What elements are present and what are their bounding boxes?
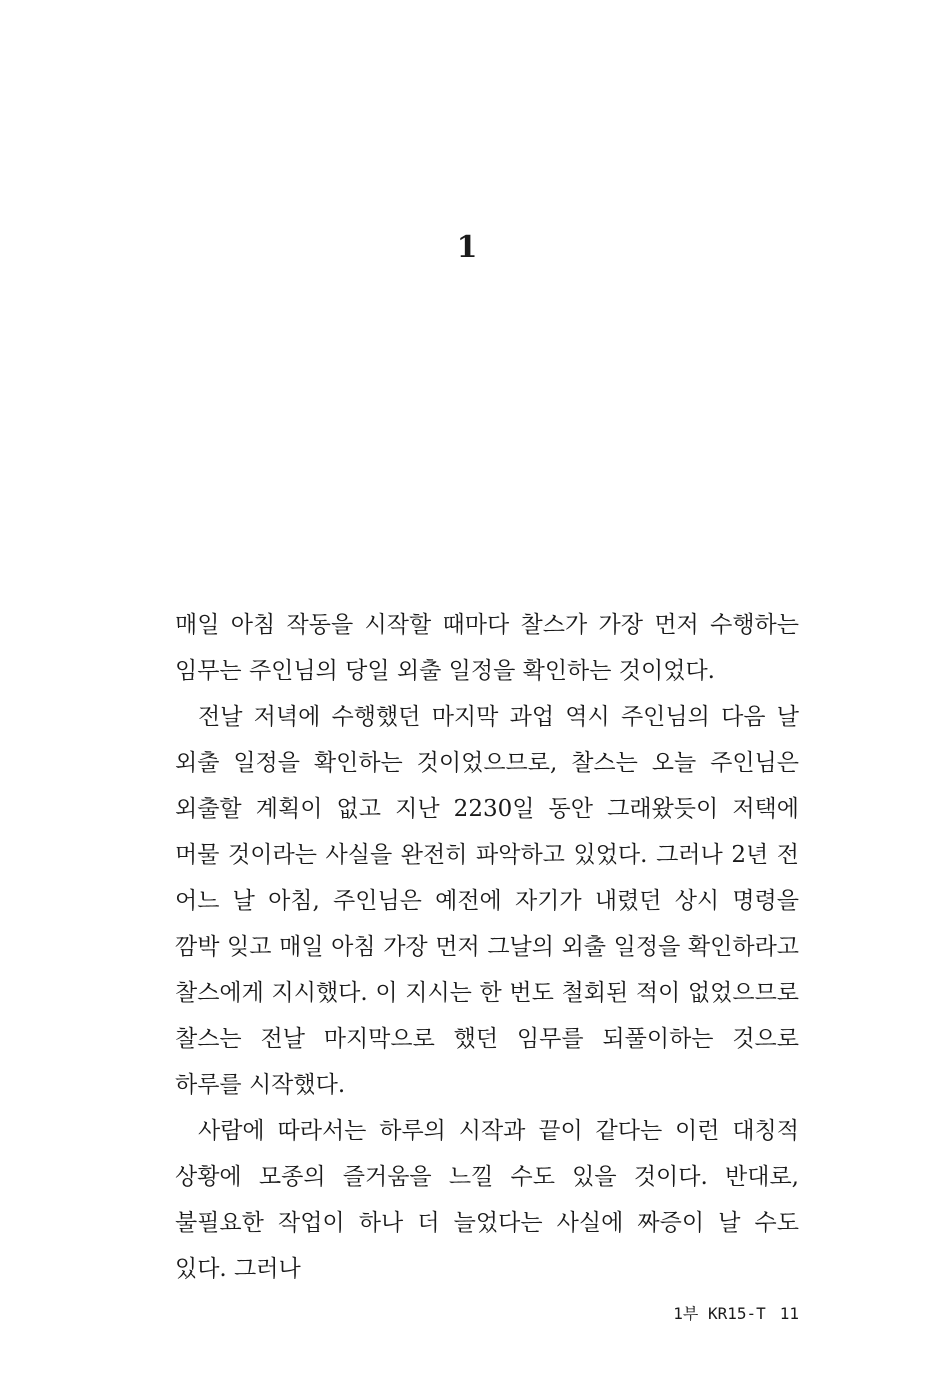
paragraph: 매일 아침 작동을 시작할 때마다 찰스가 가장 먼저 수행하는 임무는 주인님의 당일 외출 일정을 확인하는 것이었다.: [175, 612, 799, 684]
page-number: 11: [779, 1304, 799, 1323]
body-text: [175, 602, 799, 1292]
paragraph: 사람에 따라서는 하루의 시작과 끝이 같다는 이런 대칭적 상황에 모종의 즐거움을 느낄 수도 있을 것이다. 반대로, 불필요한 작업이 하나 더 늘었다는 사실에 짜증이 날 수도 있다. 그러나: [175, 1118, 799, 1282]
paragraph: 전날 저녁에 수행했던 마지막 과업 역시 주인님의 다음 날 외출 일정을 확인하는 것이었으므로, 찰스는 오늘 주인님은 외출할 계획이 없고 지난 2230일 동안 그래왔듯이 저택에 머물 것이라는 사실을 완전히 파악하고 있었다. 그러나 2년 전 어느 날 아침, 주인님은 예전에 자기가 내렸던 상시 명령을 깜박 잊고 매일 아침 가장 먼저 그날의 외출 일정을 확인하라고 찰스에게 지시했다. 이 지시는 한 번도 철회된 적이 없었으므로 찰스는 전날 마지막으로 했던 임무를 되풀이하는 것으로 하루를 시작했다.: [175, 704, 799, 1098]
running-footer: [673, 1304, 799, 1324]
footer-part-label: 1부: [673, 1304, 699, 1323]
chapter-number: 1: [456, 230, 478, 265]
footer-section-label: KR15-T: [707, 1304, 766, 1323]
